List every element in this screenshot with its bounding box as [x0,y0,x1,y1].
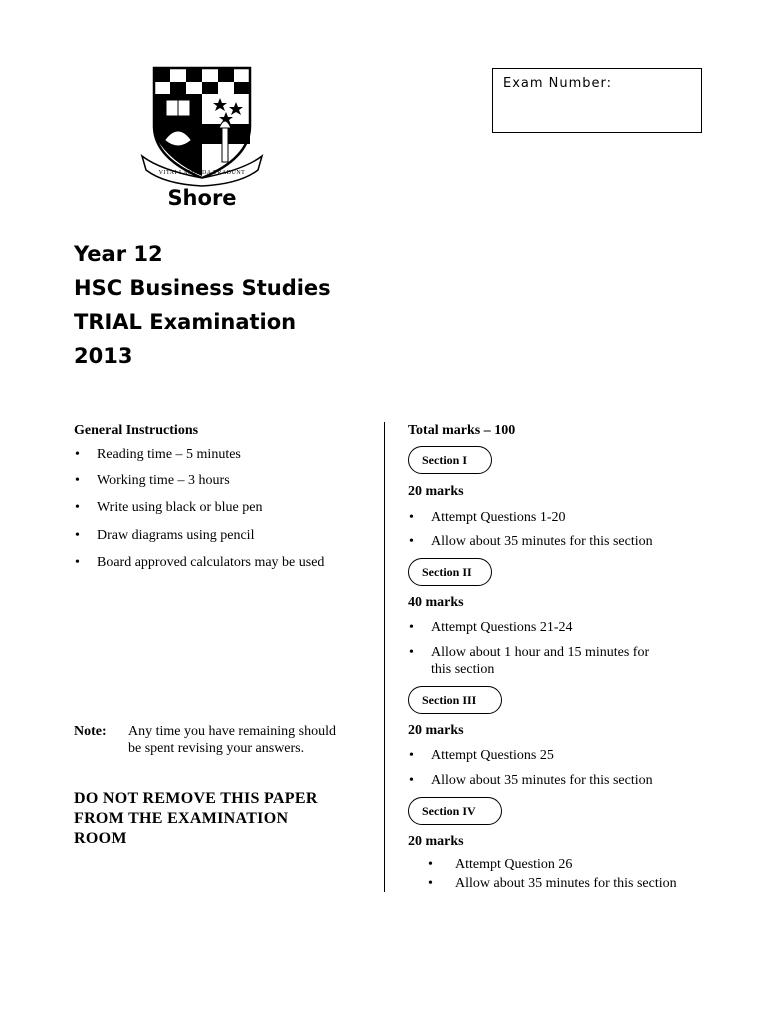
note-label: Note: [74,724,107,739]
section-2-marks: 40 marks [408,595,464,610]
exam-number-box[interactable] [492,68,702,133]
warning-line: ROOM [74,830,127,847]
section-1-marks: 20 marks [408,484,464,499]
instruction-item: Working time – 3 hours [97,473,230,488]
section-item: Allow about 1 hour and 15 minutes for [431,645,650,660]
section-item: Attempt Questions 1-20 [431,510,566,525]
general-instructions-heading: General Instructions [74,423,199,438]
exam-number-label: Exam Number: [503,76,613,91]
section-3-label: Section III [408,686,502,714]
section-2-label: Section II [408,558,492,586]
bullet: • [75,473,80,488]
bullet: • [409,534,414,549]
section-4-label: Section IV [408,797,502,825]
bullet: • [409,510,414,525]
title-exam: TRIAL Examination [74,310,297,334]
section-3-marks: 20 marks [408,723,464,738]
bullet: • [75,555,80,570]
warning-line: DO NOT REMOVE THIS PAPER [74,790,318,807]
section-item: Attempt Questions 21-24 [431,620,573,635]
do-not-remove-warning [74,789,364,849]
instruction-item: Draw diagrams using pencil [97,528,255,543]
title-year: Year 12 [74,242,163,266]
section-1-label: Section I [408,446,492,474]
section-item: Attempt Question 26 [455,857,573,872]
title-year-number: 2013 [74,344,133,368]
section-item: Allow about 35 minutes for this section [431,534,653,549]
section-4-marks: 20 marks [408,834,464,849]
title-subject: HSC Business Studies [74,276,331,300]
note-text: Any time you have remaining should [128,724,337,739]
instruction-item: Board approved calculators may be used [97,555,325,570]
column-divider [384,422,385,892]
warning-line: FROM THE EXAMINATION [74,810,289,827]
bullet: • [75,447,80,462]
instruction-item: Write using black or blue pen [97,500,263,515]
bullet: • [428,876,433,891]
total-marks: Total marks – 100 [408,423,516,438]
bullet: • [409,748,414,763]
school-name: Shore [167,186,237,210]
bullet: • [75,500,80,515]
bullet: • [75,528,80,543]
note-text: be spent revising your answers. [128,741,305,756]
instruction-item: Reading time – 5 minutes [97,447,241,462]
section-item: Allow about 35 minutes for this section [455,876,677,891]
bullet: • [409,773,414,788]
bullet: • [409,620,414,635]
school-motto: VITAI LAMPADA TRADUNT [158,170,246,176]
bullet: • [428,857,433,872]
section-item: Allow about 35 minutes for this section [431,773,653,788]
section-item: this section [431,662,495,677]
section-item: Attempt Questions 25 [431,748,554,763]
bullet: • [409,645,414,660]
